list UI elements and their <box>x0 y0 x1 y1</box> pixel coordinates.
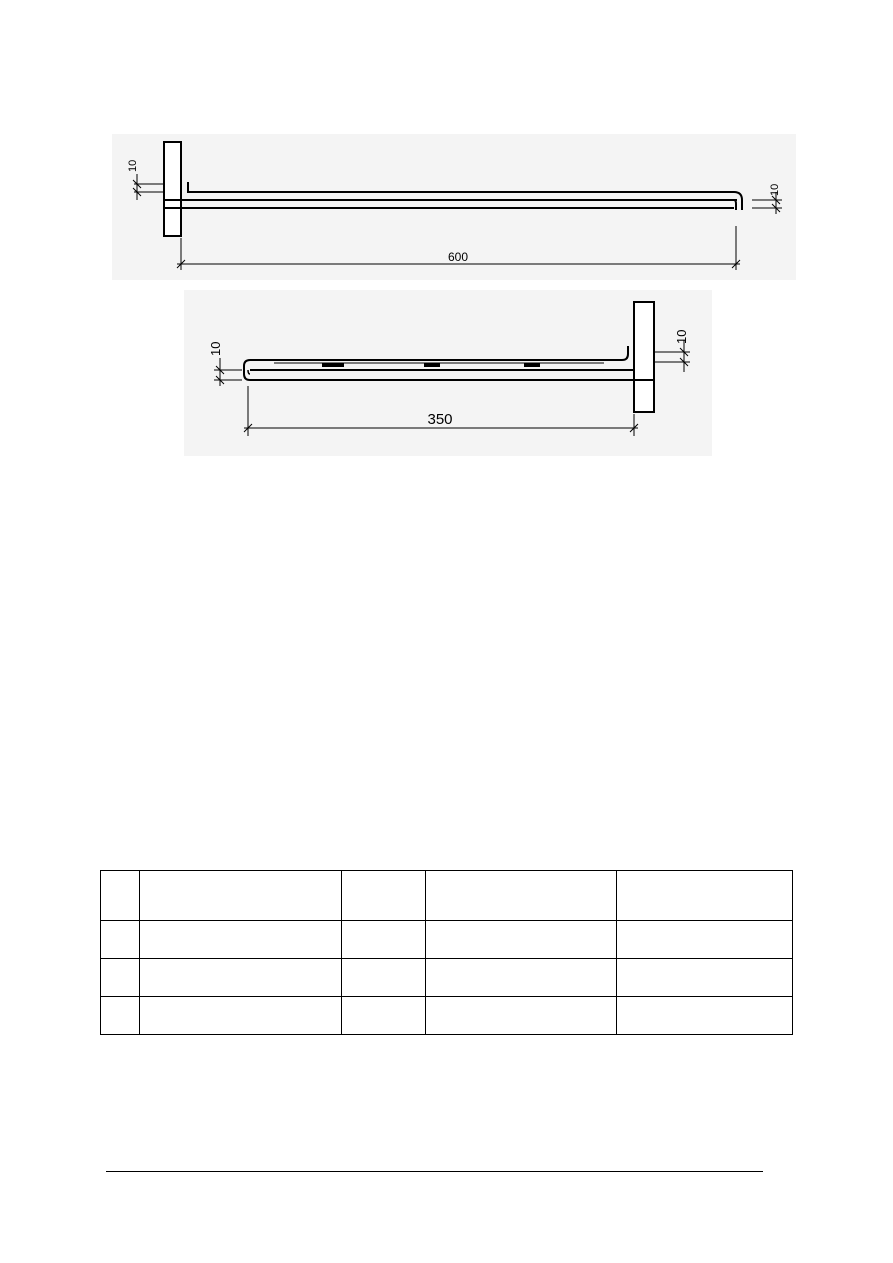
dim-length-label: 350 <box>427 411 453 428</box>
table-cell <box>616 871 793 921</box>
weld-mark-1 <box>322 363 344 367</box>
spec-table <box>100 870 793 1035</box>
dim-right-label: 10 <box>674 329 689 344</box>
bracket-drawing-600-svg <box>112 134 796 280</box>
weld-mark-2 <box>424 363 440 367</box>
rebar-hook-inner <box>734 200 736 210</box>
table-cell <box>341 959 425 997</box>
dim-right-label: 10 <box>769 183 781 196</box>
bracket-drawing-350 <box>184 290 712 456</box>
spec-table-body <box>101 871 793 1035</box>
rebar-hook <box>188 182 742 210</box>
table-cell <box>426 959 616 997</box>
footer-rule <box>106 1171 763 1172</box>
vertical-plate <box>634 302 654 412</box>
table-row <box>101 921 793 959</box>
table-cell <box>426 921 616 959</box>
table-cell <box>139 871 341 921</box>
dim-length-label: 600 <box>447 250 469 264</box>
weld-mark-3 <box>524 363 540 367</box>
bracket-drawing-350-svg <box>184 290 712 456</box>
table-cell <box>616 959 793 997</box>
table-cell <box>139 997 341 1035</box>
table-cell <box>139 959 341 997</box>
table-cell <box>426 997 616 1035</box>
table-row <box>101 871 793 921</box>
table-cell <box>341 871 425 921</box>
bracket-drawing-600 <box>112 134 796 280</box>
table-cell <box>101 997 140 1035</box>
table-cell <box>341 921 425 959</box>
table-cell <box>101 959 140 997</box>
table-cell <box>616 921 793 959</box>
table-cell <box>101 921 140 959</box>
rebar-hook-inner <box>248 370 250 374</box>
table-row <box>101 997 793 1035</box>
table-cell <box>426 871 616 921</box>
table-cell <box>616 997 793 1035</box>
dim-left-label: 10 <box>208 341 223 356</box>
table-cell <box>139 921 341 959</box>
vertical-plate <box>164 142 181 236</box>
table-row <box>101 959 793 997</box>
table-cell <box>101 871 140 921</box>
dim-left-label: 10 <box>127 159 139 172</box>
table-cell <box>341 997 425 1035</box>
